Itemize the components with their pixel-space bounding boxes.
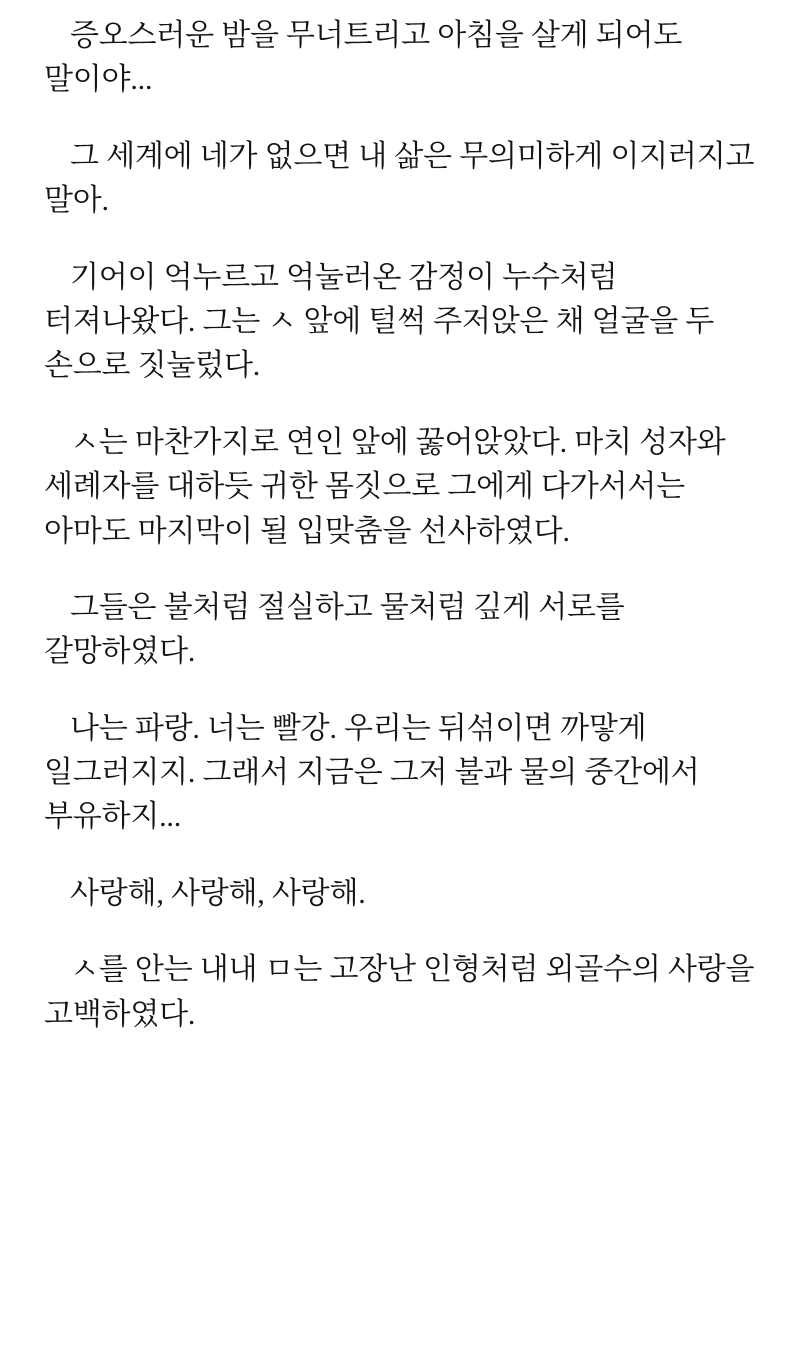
paragraph: 사랑해, 사랑해, 사랑해. xyxy=(70,876,366,910)
paragraph: ㅅ를 안는 내내 ㅁ는 고장난 인형처럼 외골수의 사랑을 고백하였다. xyxy=(44,953,755,1031)
paragraph: 증오스러운 밤을 무너트리고 아침을 살게 되어도 말이야... xyxy=(44,19,683,97)
paragraph: 기어이 억누르고 억눌러온 감정이 누수처럼 터져나왔다. 그는 ㅅ 앞에 털썩 주저앉은 채 얼굴을 두 손으로 짓눌렀다. xyxy=(44,260,715,383)
paragraph: 나는 파랑. 너는 빨강. 우리는 뒤섞이면 까맣게 일그러지지. 그래서 지금은 그저 불과 물의 중간에서 부유하지... xyxy=(44,711,700,834)
paragraph: ㅅ는 마찬가지로 연인 앞에 꿇어앉았다. 마치 성자와 세례자를 대하듯 귀한 몸짓으로 그에게 다가서서는 아마도 마지막이 될 입맞춤을 선사하였다. xyxy=(44,425,726,548)
paragraph: 그들은 불처럼 절실하고 물처럼 깊게 서로를 갈망하였다. xyxy=(44,590,625,669)
paragraph: 그 세계에 네가 없으면 내 삶은 무의미하게 이지러지고 말아. xyxy=(44,139,755,218)
